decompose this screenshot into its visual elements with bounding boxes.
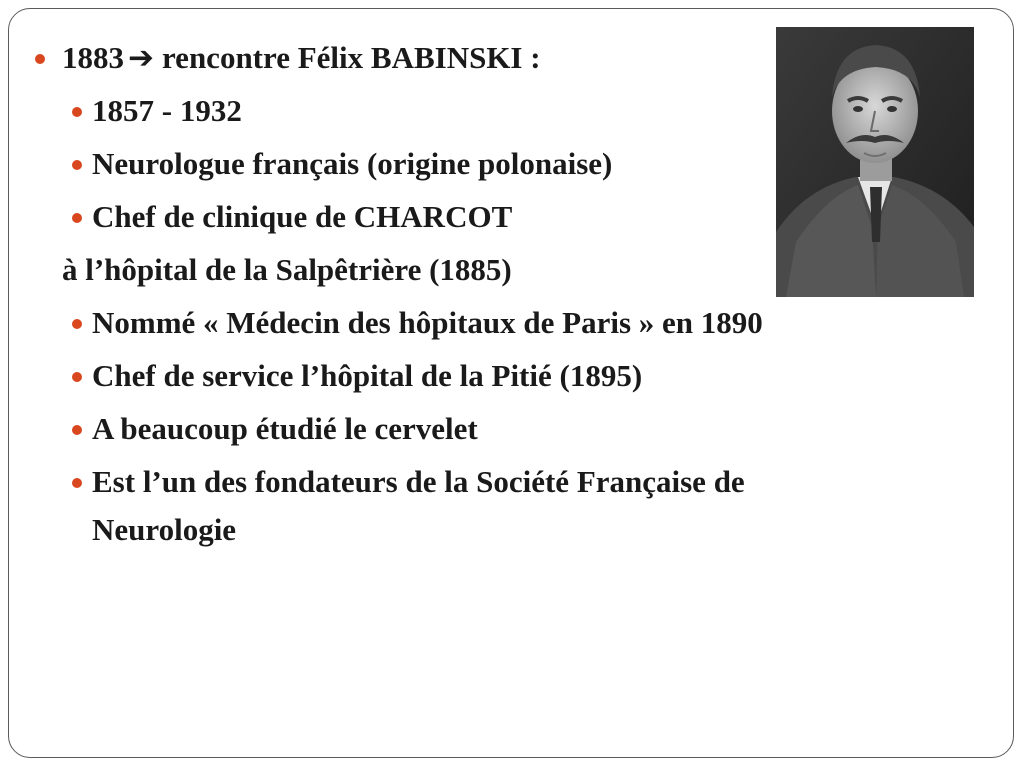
list-item-text: A beaucoup étudié le cervelet <box>92 411 478 446</box>
list-item <box>92 305 763 341</box>
list-item-text: 1857 - 1932 <box>92 93 242 128</box>
bullet-icon <box>72 107 82 117</box>
list-item-text: Nommé « Médecin des hôpitaux de Paris » en 1890 <box>92 305 763 340</box>
portrait-illustration <box>776 27 974 297</box>
list-item-text: Chef de service l’hôpital de la Pitié (1895) <box>92 358 643 393</box>
bullet-icon <box>35 54 45 64</box>
list-item <box>92 411 478 447</box>
bullet-icon <box>72 213 82 223</box>
list-item-continuation <box>92 512 236 548</box>
bullet-icon <box>72 160 82 170</box>
heading-year: 1883 <box>62 40 124 75</box>
heading-text: rencontre Félix BABINSKI : <box>161 40 541 75</box>
list-item-text: à l’hôpital de la Salpêtrière (1885) <box>62 252 512 287</box>
list-item <box>92 199 512 235</box>
list-item <box>92 146 612 182</box>
list-item <box>92 358 642 394</box>
list-item <box>92 93 242 129</box>
bullet-icon <box>72 478 82 488</box>
list-item-text: Neurologie <box>92 512 237 547</box>
bullet-icon <box>72 425 82 435</box>
heading-line <box>62 40 541 76</box>
list-item-continuation <box>62 252 512 288</box>
list-item-text: Neurologue français (origine polonaise) <box>92 146 613 181</box>
portrait-photo <box>776 27 974 297</box>
right-arrow-icon: ➔ <box>128 40 154 76</box>
list-item-text: Est l’un des fondateurs de la Société Française de <box>92 464 745 499</box>
bullet-icon <box>72 372 82 382</box>
list-item-text: Chef de clinique de CHARCOT <box>92 199 513 234</box>
list-item <box>92 464 745 500</box>
bullet-icon <box>72 319 82 329</box>
